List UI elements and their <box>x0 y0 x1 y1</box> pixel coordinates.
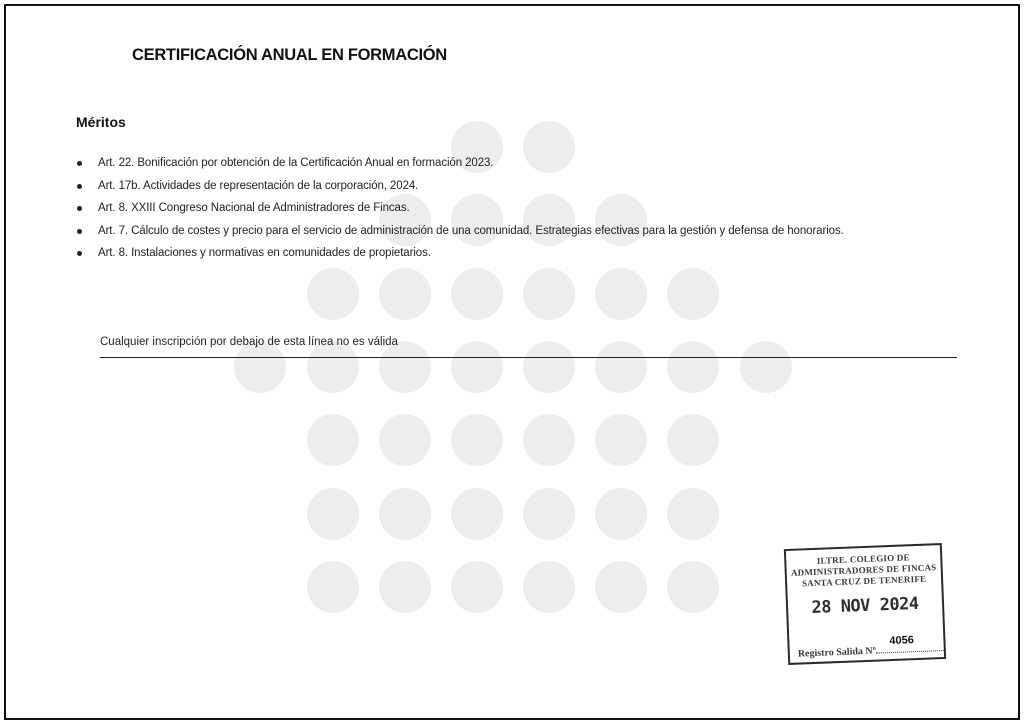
watermark-dot <box>667 488 719 540</box>
watermark-dot <box>451 414 503 466</box>
registry-label <box>798 643 946 660</box>
list-item <box>76 220 844 243</box>
stamp-line: SANTA CRUZ DE TENERIFE <box>801 573 927 589</box>
registry-dotted-line <box>876 650 946 654</box>
watermark-dot <box>307 561 359 613</box>
document-title: CERTIFICACIÓN ANUAL EN FORMACIÓN <box>132 46 447 64</box>
watermark-dot <box>379 561 431 613</box>
watermark-dot <box>379 268 431 320</box>
watermark-dot <box>667 268 719 320</box>
watermark-dot <box>451 268 503 320</box>
list-item <box>76 175 844 198</box>
watermark-dot <box>307 488 359 540</box>
merit-text: Art. 8. XXIII Congreso Nacional de Administradores de Fincas. <box>98 202 410 214</box>
watermark-dot <box>379 341 431 393</box>
merit-text: Art. 7. Cálculo de costes y precio para el servicio de administración de una comunidad. Estrategias efectivas para la gestión y defensa de honorarios. <box>98 224 844 237</box>
stamp-line: ILTRE. COLEGIO DE <box>816 552 910 566</box>
stamp-date: 28 NOV 2024 <box>811 593 919 619</box>
merit-text: Art. 22. Bonificación por obtención de la Certificación Anual en formación 2023. <box>98 157 494 169</box>
bullet-icon <box>77 206 82 211</box>
registry-stamp <box>784 543 946 665</box>
merits-list <box>76 152 844 265</box>
bullet-icon <box>77 184 82 189</box>
watermark-dot <box>523 488 575 540</box>
watermark-dot <box>595 561 647 613</box>
registry-label-text: Registro Salida Nº <box>797 645 877 660</box>
stamp-line: ADMINISTRADORES DE FINCAS <box>790 562 937 578</box>
watermark-dot <box>595 268 647 320</box>
list-item <box>76 242 844 265</box>
watermark-dot <box>595 341 647 393</box>
document-page <box>4 4 1020 720</box>
registry-number: 4056 <box>889 634 915 648</box>
watermark-dot <box>307 341 359 393</box>
merit-text: Art. 8. Instalaciones y normativas en comunidades de propietarios. <box>98 247 431 259</box>
watermark-dot <box>307 414 359 466</box>
section-title: Méritos <box>76 114 126 130</box>
watermark-dot <box>523 268 575 320</box>
watermark-dot <box>667 414 719 466</box>
watermark-dot <box>740 341 792 393</box>
stamp-organization <box>786 551 941 590</box>
watermark-dot <box>451 488 503 540</box>
validity-line <box>100 357 957 358</box>
watermark-dot <box>667 341 719 393</box>
watermark-dot <box>595 488 647 540</box>
validity-notice: Cualquier inscripción por debajo de esta línea no es válida <box>100 336 398 348</box>
bullet-icon <box>77 229 82 234</box>
list-item <box>76 152 844 175</box>
watermark-dot <box>595 414 647 466</box>
list-item <box>76 197 844 220</box>
watermark-dot <box>379 488 431 540</box>
merit-text: Art. 17b. Actividades de representación de la corporación, 2024. <box>98 179 419 192</box>
bullet-icon <box>77 251 82 256</box>
watermark-dot <box>451 561 503 613</box>
watermark-dot <box>523 561 575 613</box>
bullet-icon <box>77 161 82 166</box>
watermark-dot <box>667 561 719 613</box>
watermark-dot <box>307 268 359 320</box>
watermark-dot <box>451 341 503 393</box>
watermark-dot <box>234 341 286 393</box>
watermark-dot <box>379 414 431 466</box>
watermark-dot <box>523 341 575 393</box>
watermark-dot <box>523 414 575 466</box>
